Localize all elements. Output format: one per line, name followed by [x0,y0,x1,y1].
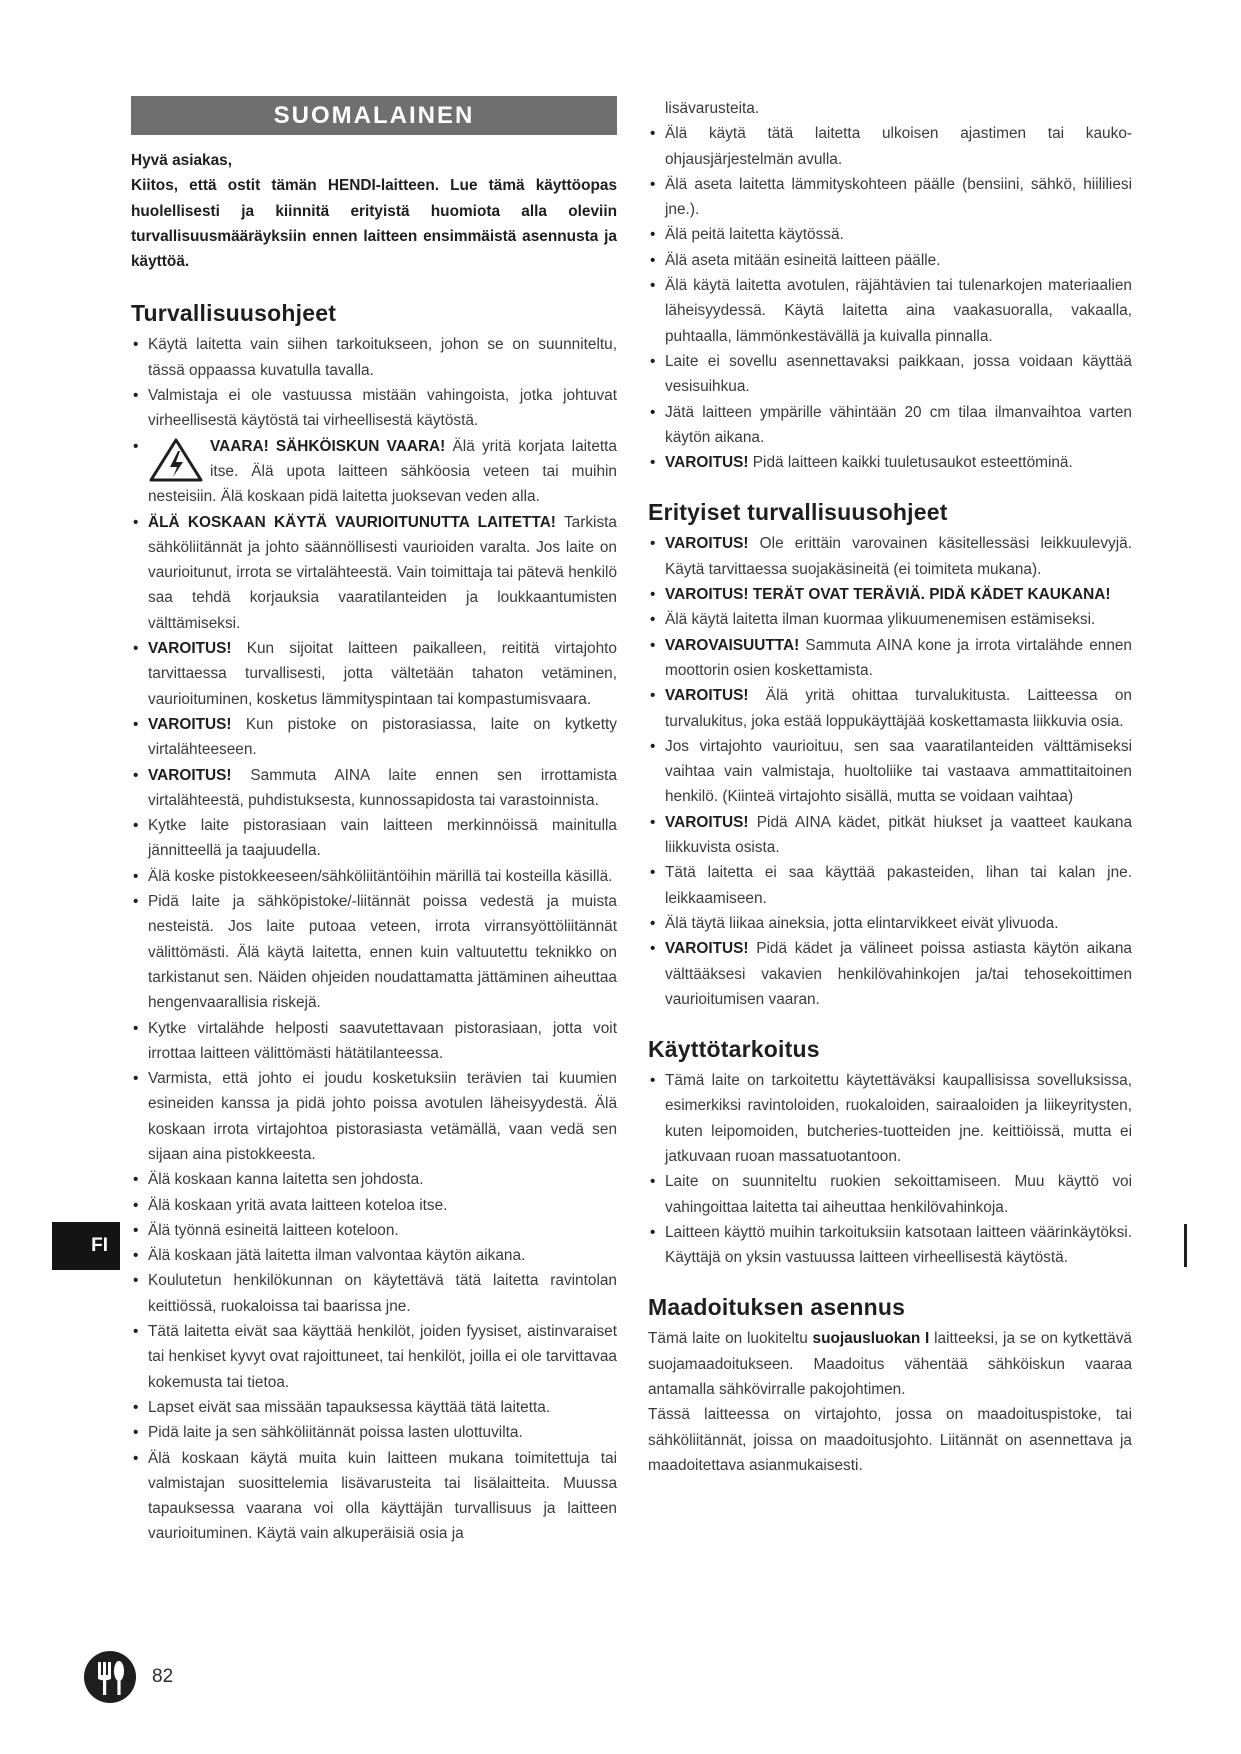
warning-label: VAROITUS! [665,940,749,958]
warning-label: VAROITUS! [148,640,232,658]
protection-class: suojausluokan I [812,1330,930,1348]
list-item [648,400,1132,451]
item-text: Älä käytä laitetta ilman kuormaa ylikuumenemisen estämiseksi. [665,611,1096,629]
list-item [648,248,1132,273]
item-text: Valmistaja ei ole vastuussa mistään vahingoista, jotka johtuvat virheellisestä käytöstä tai virheellisestä käytöstä. [148,387,617,430]
item-text: Pidä laitteen kaikki tuuletusaukot esteettöminä. [748,454,1073,472]
list-item [648,582,1132,607]
item-text: Laite ei sovellu asennettavaksi paikkaan, jossa voidaan käyttää vesisuihkua. [665,352,1132,396]
intro [131,148,617,274]
list-item [648,1220,1132,1271]
item-text: Ole erittäin varovainen käsitellessäsi leikkuulevyjä. Käytä tarvittaessa suojakäsineitä (ei toimiteta mukana). [665,535,1132,578]
item-text: Tätä laitetta eivät saa käyttää henkilöt, joiden fyysiset, aistinvaraiset tai henkiset kyvyt ovat rajoittuneet, tai henkilöt, joilla ei ole tarvittavaa kokemusta tai tietoa. [148,1323,617,1391]
grounding-heading: Maadoituksen asennus [648,1294,906,1321]
safety-list-continued [648,121,1132,475]
list-item [131,763,617,814]
list-item [648,734,1132,810]
list-item [131,1268,617,1319]
list-item [648,810,1132,861]
special-list [648,531,1132,1012]
list-item [131,1446,617,1547]
list-item [648,683,1132,734]
item-text: Jätä laitteen ympärille vähintään 20 cm tilaa ilmanvaihtoa varten käytön aikana. [665,403,1132,446]
list-item [131,889,617,1015]
list-item [648,349,1132,400]
list-item [131,510,617,636]
warning-label: VAROITUS! TERÄT OVAT TERÄVIÄ. PIDÄ KÄDET KAUKANA! [665,586,1111,604]
list-item [648,222,1132,247]
purpose-heading: Käyttötarkoitus [648,1036,820,1063]
warning-label: VAROITUS! [665,687,749,705]
item-text: Älä työnnä esineitä laitteen koteloon. [148,1221,399,1239]
list-item [648,172,1132,223]
list-item [131,1319,617,1395]
list-item [131,332,617,383]
item-text: Älä peitä laitetta käytössä. [665,226,844,244]
grounding-p1-before: Tämä laite on luokiteltu [648,1330,813,1348]
grounding-paragraph-2: Tässä laitteessa on virtajohto, jossa on maadoituspistoke, tai sähköliitännät, joissa on maadoitusjohto. Liitännät on asennettava ja maadoitettava asianmukaisesti. [648,1406,1132,1474]
item-text: Kytke laite pistorasiaan vain laitteen merkinnöissä mainitulla jännitteellä ja taajuudella. [148,817,617,860]
item-text: Pidä laite ja sähköpistoke/-liitännät poissa vedestä ja muista nesteistä. Jos laite putoaa veteen, irrota virransyöttöliitännät välittömästi. Älä käytä laitetta, ennen kuin valtuutettu teknikko on tarkistanut sen. Näiden ohjeiden noudattamatta jättäminen aiheuttaa hengenvaarallisia riskejä. [148,893,617,1012]
list-item [131,1395,617,1420]
page-number: 82 [152,1666,174,1687]
list-item [131,636,617,712]
item-text: Älä täytä liikaa aineksia, jotta elintarvikkeet eivät ylivuoda. [665,914,1059,932]
right-column [648,96,1132,1478]
item-text: Sammuta AINA kone ja irrota virtalähde ennen moottorin osien koskettamista. [665,636,1132,679]
item-text: Laite on suunniteltu ruokien sekoittamiseen. Muu käyttö voi vahingoittaa laitetta tai aiheuttaa henkilövahinkoja. [665,1173,1132,1216]
item-text: Älä koskaan kanna laitetta sen johdosta. [148,1171,424,1189]
item-text: Älä yritä ohittaa turvalukitusta. Laitteessa on turvalukitus, joka estää loppukäyttäjää koskettamasta liikkuvia osia. [665,687,1132,730]
list-item [131,712,617,763]
item-text: Kun sijoitat laitteen paikalleen, reititä virtajohto tarvittaessa turvallisesti, jotta vältetään tahaton vetäminen, vaurioituminen, kosketus lämmityspintaan tai kompastumisvaara. [148,640,617,708]
list-item [648,121,1132,172]
special-heading: Erityiset turvallisuusohjeet [648,499,948,526]
language-side-tab: FI [52,1222,120,1270]
item-text: Älä käytä tätä laitetta ulkoisen ajastimen tai kauko-ohjausjärjestelmän avulla. [665,125,1132,168]
warning-label: VAROITUS! [148,766,232,784]
grounding-p1-after: laitteeksi, ja se on kytkettävä suojamaadoitukseen. Maadoitus vähentää sähköiskun vaaraa antamalla sähkövirralle pakojohtimen. [648,1330,1132,1399]
item-text: Älä yritä korjata laitetta itse. Älä upota laitteen sähköosia veteen tai muihin nesteisiin. Älä koskaan pidä laitetta juoksevan veden alla. [148,437,617,506]
greeting: Hyvä asiakas, [131,152,232,169]
list-item [131,434,617,510]
item-text: Käytä laitetta vain siihen tarkoitukseen, johon se on suunniteltu, tässä oppaassa kuvatulla tavalla. [148,336,617,379]
item-text: Älä aseta laitetta lämmityskohteen päälle (bensiini, sähkö, hiililiesi jne.). [665,175,1132,219]
list-item [131,864,617,889]
item-text: Jos virtajohto vaurioituu, sen saa vaaratilanteiden välttämiseksi vaihtaa vain valmistaja, huoltoliike tai vastaava ammattitaitoinen henkilö. (Kiinteä virtajohto sisällä, mutta se voidaan vaihtaa) [665,737,1132,806]
list-item [648,633,1132,684]
item-text: Tarkista sähköliitännät ja johto säännöllisesti vaurioiden varalta. Jos laite on vaurioitunut, irrota se virtalähteestä. Vain toimittaja tai pätevä henkilö saa tehdä korjauksia vaaratilanteiden ja loukkaantumisten välttämiseksi. [148,513,617,632]
warning-label: ÄLÄ KOSKAAN KÄYTÄ VAURIOITUNUTTA LAITETTA! [148,513,556,531]
grounding-paragraph-1 [648,1326,1132,1402]
item-text: Laitteen käyttö muihin tarkoituksiin katsotaan laitteen väärinkäytöksi. Käyttäjä on yksin vastuussa laitteen virheellisestä käytöstä. [665,1223,1132,1267]
item-text: Älä aseta mitään esineitä laitteen päälle. [665,251,941,269]
item-text: Pidä kädet ja välineet poissa astiasta käytön aikana välttääksesi vakavien henkilövahinkojen ja/tai tehosekoittimen vaurioitumisen vaaran. [665,940,1132,1008]
list-item [131,383,617,434]
list-item [131,1016,617,1067]
language-header: SUOMALAINEN [131,96,617,135]
list-item [131,1066,617,1167]
list-item [648,607,1132,632]
item-text: Tämä laite on tarkoitettu käytettäväksi kaupallisissa sovelluksissa, esimerkiksi ravintoloiden, ruokaloiden, sairaaloiden ja liikeyritysten, kuten leipomoiden, butcheries-tuotteiden jne. keittiöissä, mutta ei jatkuvaan ruoan massatuotantoon. [665,1072,1132,1165]
item-text: Lapset eivät saa missään tapauksessa käyttää tätä laitetta. [148,1398,551,1416]
intro-text: Kiitos, että ostit tämän HENDI-laitteen. Lue tämä käyttöopas huolellisesti ja kiinnitä erityistä huomiota alla oleviin turvallisuusmääräyksiin ennen laitteen ensimmäistä asennusta ja käyttöä. [131,177,617,271]
list-item [648,1068,1132,1169]
list-item [648,911,1132,936]
list-item [648,273,1132,349]
list-item [648,450,1132,475]
item-text: Älä koske pistokkeeseen/sähköliitäntöihin märillä tai kosteilla käsillä. [148,867,613,885]
item-text: Älä koskaan jätä laitetta ilman valvontaa käytön aikana. [148,1247,526,1265]
item-text: Sammuta AINA laite ennen sen irrottamista virtalähteestä, puhdistuksesta, kunnossapidosta tai varastoinnista. [148,766,617,809]
item-text: Koulutetun henkilökunnan on käytettävä tätä laitetta ravintolan keittiössä, ruokaloissa tai baarissa jne. [148,1272,617,1315]
list-item [131,813,617,864]
warning-label: VAARA! SÄHKÖISKUN VAARA! [210,437,446,455]
list-item [648,1169,1132,1220]
safety-list [131,332,617,1546]
list-item [131,1420,617,1445]
electric-shock-warning-icon [148,437,204,483]
list-item [131,1193,617,1218]
item-text: Älä koskaan käytä muita kuin laitteen mukana toimitettuja tai valmistajan suosittelemia lisävarusteita tai lisälaitteita. Muussa tapauksessa vaarana voi olla käyttäjän turvallisuus ja laitteen vaurioituminen. Käytä vain alkuperäisiä osia ja [148,1449,617,1543]
item-text: Tätä laitetta ei saa käyttää pakasteiden, lihan tai kalan jne. leikkaamiseen. [665,864,1132,907]
item-text: Pidä laite ja sen sähköliitännät poissa lasten ulottuvilta. [148,1424,523,1442]
warning-label: VAROITUS! [665,813,749,831]
warning-label: VAROITUS! [665,535,749,553]
list-item [131,1218,617,1243]
margin-marker [1184,1224,1187,1267]
cutlery-logo-icon [83,1650,137,1704]
warning-label: VAROVAISUUTTA! [665,636,800,654]
item-text: Älä käytä laitetta avotulen, räjähtävien tai tulenarkojen materiaalien läheisyydessä. Käytä laitetta aina vaakasuoralla, vakaalla, puhtaalla, lämmönkestävällä ja kuivalla pinnalla. [665,277,1132,345]
list-item [131,1243,617,1268]
list-item [131,1167,617,1192]
item-text: Varmista, että johto ei joudu kosketuksiin terävien tai kuumien esineiden kanssa ja pidä johto poissa avotulen läheisyydestä. Älä koskaan irrota virtajohtoa pistorasiasta vetämällä, vaan vedä sen sijaan aina pistokkeesta. [148,1070,617,1163]
item-text: Pidä AINA kädet, pitkät hiukset ja vaatteet kaukana liikkuvista osista. [665,813,1132,857]
list-item [648,860,1132,911]
warning-label: VAROITUS! [148,715,232,733]
left-column [131,96,617,1547]
continuation-text: lisävarusteita. [665,100,760,117]
item-text: Kun pistoke on pistorasiassa, laite on kytketty virtalähteeseen. [148,715,617,759]
item-text: Kytke virtalähde helposti saavutettavaan pistorasiaan, jotta voit irrottaa laitteen välittömästi hätätilanteessa. [148,1019,617,1062]
purpose-list [648,1068,1132,1270]
safety-heading: Turvallisuusohjeet [131,300,337,327]
list-item [648,936,1132,1012]
warning-label: VAROITUS! [665,454,749,472]
item-text: Älä koskaan yritä avata laitteen koteloa itse. [148,1196,448,1214]
list-item [648,531,1132,582]
